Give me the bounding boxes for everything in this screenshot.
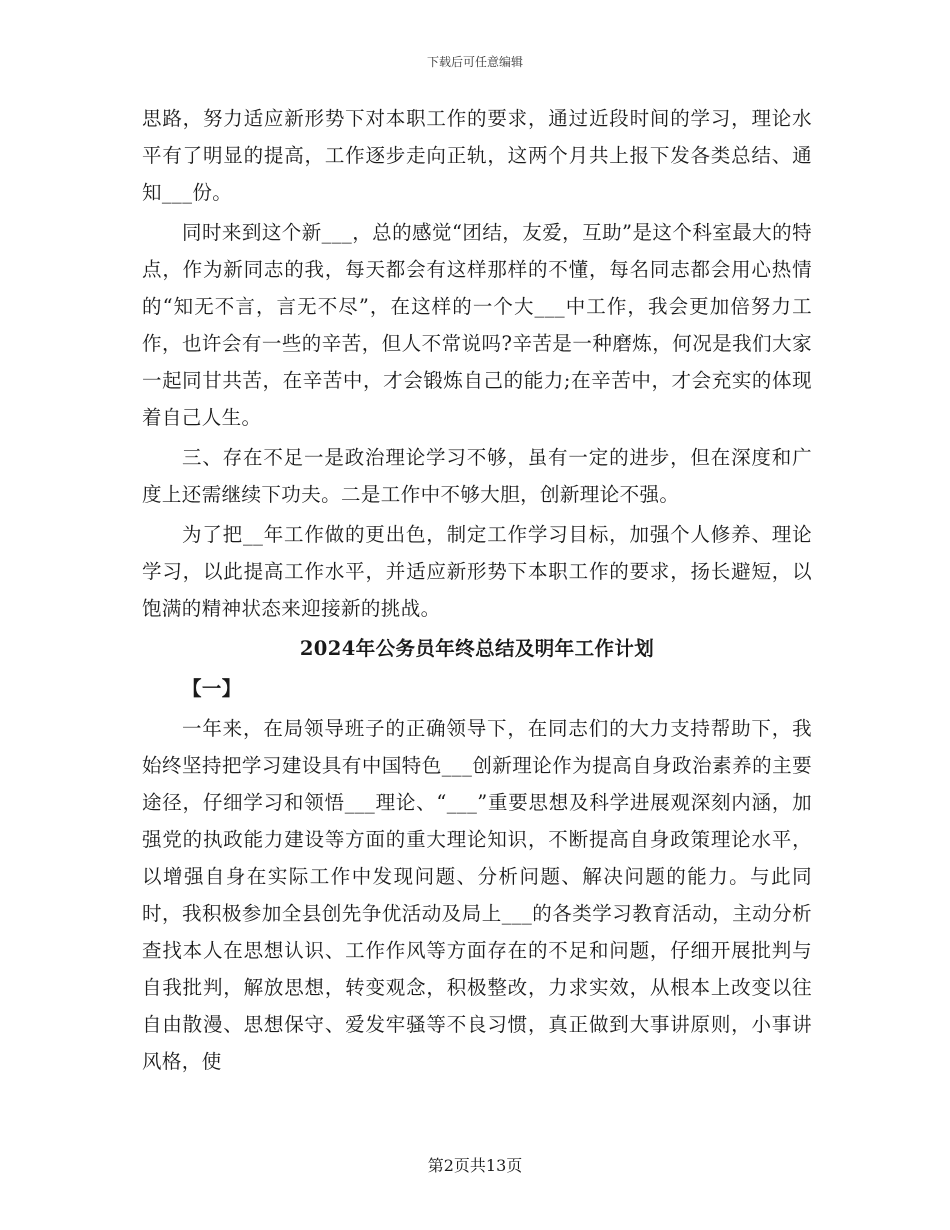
paragraph-team-impression: 同时来到这个新___，总的感觉“团结，友爱，互助”是这个科室最大的特点，作为新同志的我，每天都会有这样那样的不懂，每名同志都会用心热情的“知无不言，言无不尽”，在这样的一个大___中工作，我会更加倍努力工作，也许会有一些的辛苦，但人不常说吗?辛苦是一种磨炼，何况是我们大家一起同甘共苦，在辛苦中，才会锻炼自己的能力;在辛苦中，才会充实的体现着自己人生。 [142, 221, 812, 429]
paragraph-year-review: 一年来，在局领导班子的正确领导下，在同志们的大力支持帮助下，我始终坚持把学习建设具有中国特色___创新理论作为提高自身政治素养的主要途径，仔细学习和领悟___理论、“___”重要思想及科学进展观深刻内涵，加强党的执政能力建设等方面的重大理论知识，不断提高自身政策理论水平，以增强自身在实际工作中发现问题、分析问题、解决问题的能力。与此同时，我积极参加全县创先争优活动及局上___的各类学习教育活动，主动分析查找本人在思想认识、工作作风等方面存在的不足和问题，仔细开展批判与自我批判，解放思想，转变观念，积极整改，力求实效，从根本上改变以往自由散漫、思想保守、爱发牢骚等不良习惯，真正做到大事讲原则，小事讲风格，使 [142, 717, 812, 1073]
paragraph-continuation: 思路，努力适应新形势下对本职工作的要求，通过近段时间的学习，理论水平有了明显的提高，工作逐步走向正轨，这两个月共上报下发各类总结、通知___份。 [142, 107, 812, 204]
document-title: 2024年公务员年终总结及明年工作计划 [299, 637, 655, 660]
document-body [142, 100, 812, 1083]
paragraph-goals: 为了把__年工作做的更出色，制定工作学习目标，加强个人修养、理论学习，以此提高工作水平，并适应新形势下本职工作的要求，扬长避短，以饱满的精神状态来迎接新的挑战。 [142, 523, 812, 620]
page-header-note: 下载后可任意编辑 [426, 55, 523, 69]
paragraph-shortcomings: 三、存在不足一是政治理论学习不够，虽有一定的进步，但在深度和广度上还需继续下功夫。二是工作中不够大胆，创新理论不强。 [142, 446, 812, 506]
section-marker: 【一】 [182, 677, 242, 700]
page-number: 第2页共13页 [427, 1156, 523, 1175]
